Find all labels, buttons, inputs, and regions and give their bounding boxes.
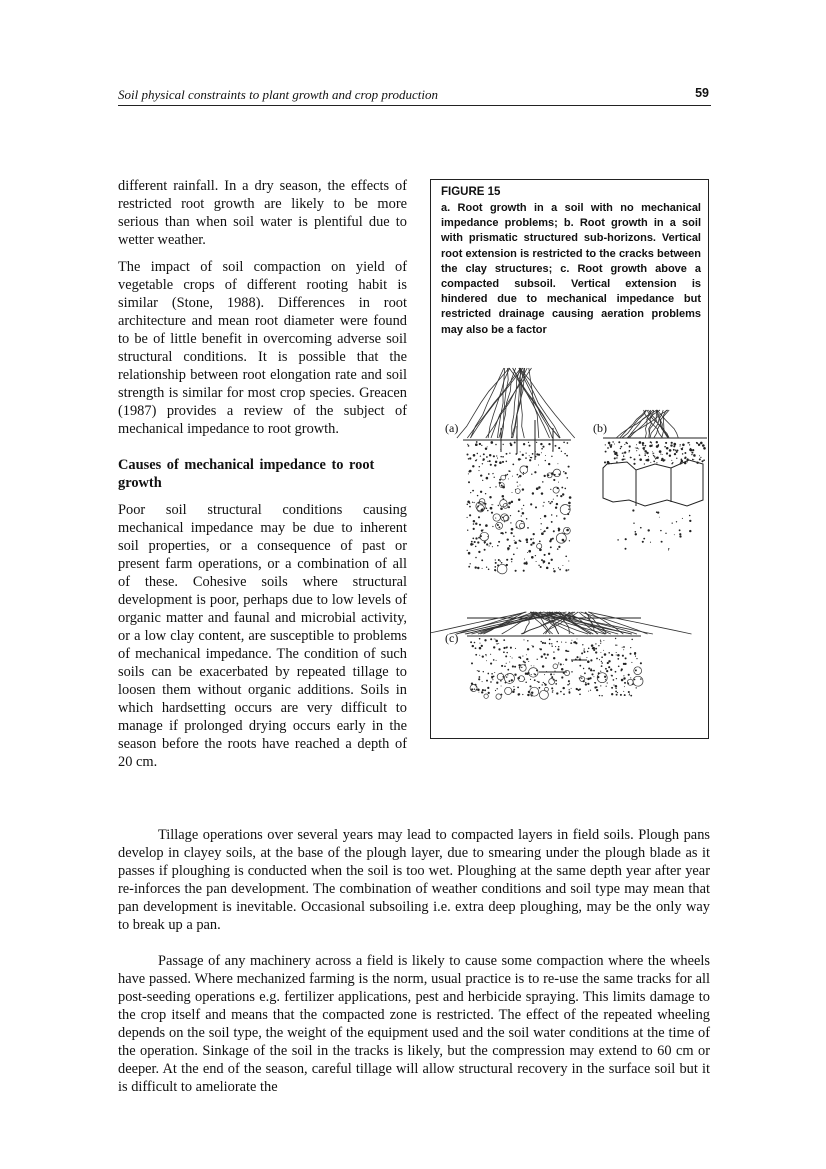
figure-label: FIGURE 15 bbox=[441, 186, 501, 198]
left-column bbox=[118, 177, 407, 780]
running-header bbox=[118, 85, 711, 106]
left-paragraph-3: Poor soil structural conditions causing mechanical impedance may be due to inherent soil properties, or a consequence of past or present farm operations, or a combination of all of these. Cohesive soils where structural development is poor, perhaps due to low levels of organic matter and faunal and microbial activity, or a low clay content, are susceptible to problems of mechanical impedance. The condition of such soils can be exacerbated by repeated tillage to loosen them without organic additions. Soils in which hardsetting occurs are very difficult to manage if prolonged drying occurs early in the season before the roots have reached a depth of 20 cm. bbox=[118, 502, 407, 770]
panel-c-label: (c) bbox=[445, 631, 459, 645]
root-growth-illustration bbox=[431, 360, 708, 735]
body-paragraph-1: Tillage operations over several years may lead to compacted layers in field soils. Plough pans develop in clayey soils, at the base of the plough layer, due to smearing under the plough blade as it passes if ploughing is conducted when the soil is too wet. Ploughing at the same depth year after year re-inforces the pan development. The combination of weather conditions and soil type may mean that pan development is inevitable. Occasional subsoiling i.e. extra deep ploughing, may be the only way to break up a pan. bbox=[118, 827, 710, 933]
figure-15-box bbox=[430, 179, 709, 739]
left-paragraph-2: The impact of soil compaction on yield of vegetable crops of different rooting habit is similar (Stone, 1988). Differences in root architecture and mean root diameter were found to be of little benefit in overcoming adverse soil structural conditions. It is possible that the relationship between root elongation rate and soil strength is similar for most crop species. Greacen (1987) provides a review of the subject of mechanical impedance to root growth. bbox=[118, 259, 407, 437]
panel-b-label: (b) bbox=[593, 421, 607, 435]
running-title: Soil physical constraints to plant growth and crop production bbox=[118, 87, 438, 102]
left-paragraph-1: different rainfall. In a dry season, the effects of restricted root growth are likely to be more serious than when soil water is plentiful due to wetter weather. bbox=[118, 178, 407, 248]
body-paragraph-2: Passage of any machinery across a field is likely to cause some compaction where the wheels have passed. Where mechanized farming is the norm, usual practice is to re-use the same tracks for all post-seeding operations e.g. fertilizer applications, pest and herbicide spraying. This limits damage to the crop itself and means that the compacted zone is restricted. The effect of the repeated wheeling depends on the soil type, the weight of the equipment used and the soil water conditions at the time of the operation. Sinkage of the soil in the tracks is likely, but the compression may extend to 60 cm or deeper. At the end of the season, careful tillage will allow structural recovery in the surface soil but it is difficult to ameliorate the bbox=[118, 953, 710, 1095]
body-text bbox=[118, 826, 710, 1114]
panel-a-label: (a) bbox=[445, 421, 459, 435]
page-number: 59 bbox=[695, 86, 709, 100]
panel-b-drawing bbox=[603, 438, 707, 506]
section-heading: Causes of mechanical impedance to root growth bbox=[118, 457, 375, 491]
figure-caption: a. Root growth in a soil with no mechanical impedance problems; b. Root growth in a soil with prismatic structured sub-horizons. Vertical root extension is restricted to the cracks between the clay structures; c. Root growth above a compacted subsoil. Vertical extension is hindered due to mechanical impedance but restricted drainage causing aeration problems may also be a factor bbox=[441, 202, 701, 336]
